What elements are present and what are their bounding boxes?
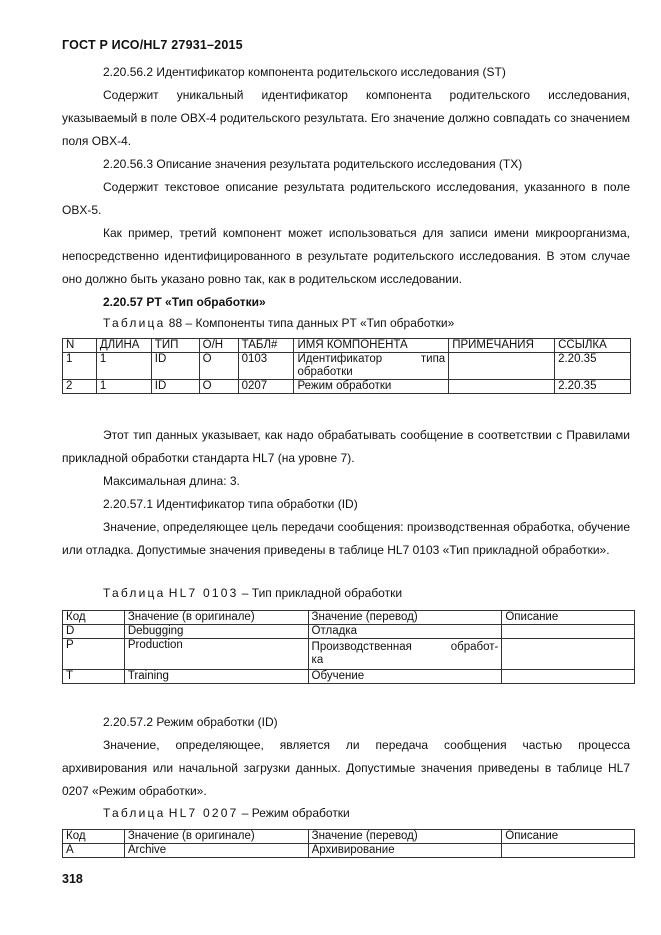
table-row xyxy=(63,625,635,639)
cell-original: Archive xyxy=(124,844,308,858)
col-n: N xyxy=(63,339,97,353)
cell-notes xyxy=(449,380,555,394)
section-2-20-56-3-title: 2.20.56.3 Описание значения результата родительского исследования (TX) xyxy=(103,157,523,171)
cell-component-name: Идентификатор типа обработки xyxy=(294,353,449,380)
table-0103-caption: Таблица HL7 0103 – Тип прикладной обработки xyxy=(103,586,403,600)
cell-code: P xyxy=(63,639,125,670)
cell-description xyxy=(502,844,635,858)
cell-table: 0103 xyxy=(238,353,294,380)
col-description: Описание xyxy=(502,611,635,625)
cell-translation: Обучение xyxy=(308,670,502,684)
cell-n: 2 xyxy=(63,380,97,394)
cell-description xyxy=(502,670,635,684)
table-header-row xyxy=(63,830,635,844)
table-header-row xyxy=(63,339,631,353)
col-component-name: ИМЯ КОМПОНЕНТА xyxy=(294,339,449,353)
cell-type: ID xyxy=(151,353,199,380)
table-0207 xyxy=(62,829,635,858)
paragraph-parent-id: Содержит уникальный идентификатор компонента родительского исследования, указываемый в поле OBX-4 родительского результата. Его значение должно совпадать со значением поля OBX-4. xyxy=(62,88,630,148)
cell-length: 1 xyxy=(96,380,151,394)
col-description: Описание xyxy=(502,830,635,844)
col-original: Значение (в оригинале) xyxy=(124,830,308,844)
section-2-20-57-2-title: 2.20.57.2 Режим обработки (ID) xyxy=(103,715,278,729)
cell-type: ID xyxy=(151,380,199,394)
page-number: 318 xyxy=(62,872,83,886)
table-row xyxy=(63,639,635,670)
cell-ref: 2.20.35 xyxy=(555,380,631,394)
cell-code: A xyxy=(63,844,125,858)
cell-code: T xyxy=(63,670,125,684)
table-row xyxy=(63,670,635,684)
cell-original: Production xyxy=(124,639,308,670)
section-2-20-56-2-title: 2.20.56.2 Идентификатор компонента родительского исследования (ST) xyxy=(103,65,506,79)
paragraph-processing-id: Значение, определяющее цель передачи сообщения: производственная обработка, обучение или отладка. Допустимые значения приведены в таблице HL7 0103 «Тип прикладной обработки». xyxy=(62,520,630,557)
table-row xyxy=(63,844,635,858)
col-code: Код xyxy=(63,611,125,625)
table-header-row xyxy=(63,611,635,625)
cell-code: D xyxy=(63,625,125,639)
cell-translation: Производственная обработ- ка xyxy=(308,639,502,670)
cell-notes xyxy=(449,353,555,380)
cell-original: Training xyxy=(124,670,308,684)
col-type: ТИП xyxy=(151,339,199,353)
cell-description xyxy=(502,625,635,639)
col-translation: Значение (перевод) xyxy=(308,830,502,844)
cell-translation: Отладка xyxy=(308,625,502,639)
col-original: Значение (в оригинале) xyxy=(124,611,308,625)
paragraph-max-length: Максимальная длина: 3. xyxy=(103,474,240,488)
col-length: ДЛИНА xyxy=(96,339,151,353)
table-0103 xyxy=(62,610,635,684)
cell-component-name: Режим обработки xyxy=(294,380,449,394)
document-header: ГОСТ Р ИСО/HL7 27931–2015 xyxy=(62,38,243,52)
cell-ref: 2.20.35 xyxy=(555,353,631,380)
cell-on: O xyxy=(199,353,238,380)
section-2-20-57-title: 2.20.57 PT «Тип обработки» xyxy=(103,295,266,309)
table-88 xyxy=(62,338,631,394)
section-2-20-57-1-title: 2.20.57.1 Идентификатор типа обработки (ID) xyxy=(103,497,358,511)
table-88-caption: Таблица 88 – Компоненты типа данных PT «Тип обработки» xyxy=(103,316,455,330)
paragraph-parent-description: Содержит текстовое описание результата родительского исследования, указанного в поле OBX-5. xyxy=(62,180,630,217)
paragraph-example: Как пример, третий компонент может использоваться для записи имени микроорганизма, непосредственно идентифицированного в результате родительского исследования. В этом случае оно должно быть указано ровно так, как в родительском исследовании. xyxy=(62,226,630,286)
col-table: ТАБЛ# xyxy=(238,339,294,353)
cell-on: O xyxy=(199,380,238,394)
cell-translation: Архивирование xyxy=(308,844,502,858)
paragraph-processing-mode: Значение, определяющее, является ли передача сообщения частью процесса архивирования или начальной загрузки данных. Допустимые значения приведены в таблице HL7 0207 «Режим обработки». xyxy=(62,738,630,798)
col-notes: ПРИМЕЧАНИЯ xyxy=(449,339,555,353)
col-code: Код xyxy=(63,830,125,844)
paragraph-processing-type: Этот тип данных указывает, как надо обрабатывать сообщение в соответствии с Правилами прикладной обработки стандарта HL7 (на уровне 7). xyxy=(62,428,630,465)
col-translation: Значение (перевод) xyxy=(308,611,502,625)
cell-original: Debugging xyxy=(124,625,308,639)
table-row xyxy=(63,353,631,380)
cell-length: 1 xyxy=(96,353,151,380)
table-row xyxy=(63,380,631,394)
cell-table: 0207 xyxy=(238,380,294,394)
cell-description xyxy=(502,639,635,670)
col-ref: ССЫЛКА xyxy=(555,339,631,353)
cell-n: 1 xyxy=(63,353,97,380)
table-0207-caption: Таблица HL7 0207 – Режим обработки xyxy=(103,806,350,820)
col-on: О/Н xyxy=(199,339,238,353)
